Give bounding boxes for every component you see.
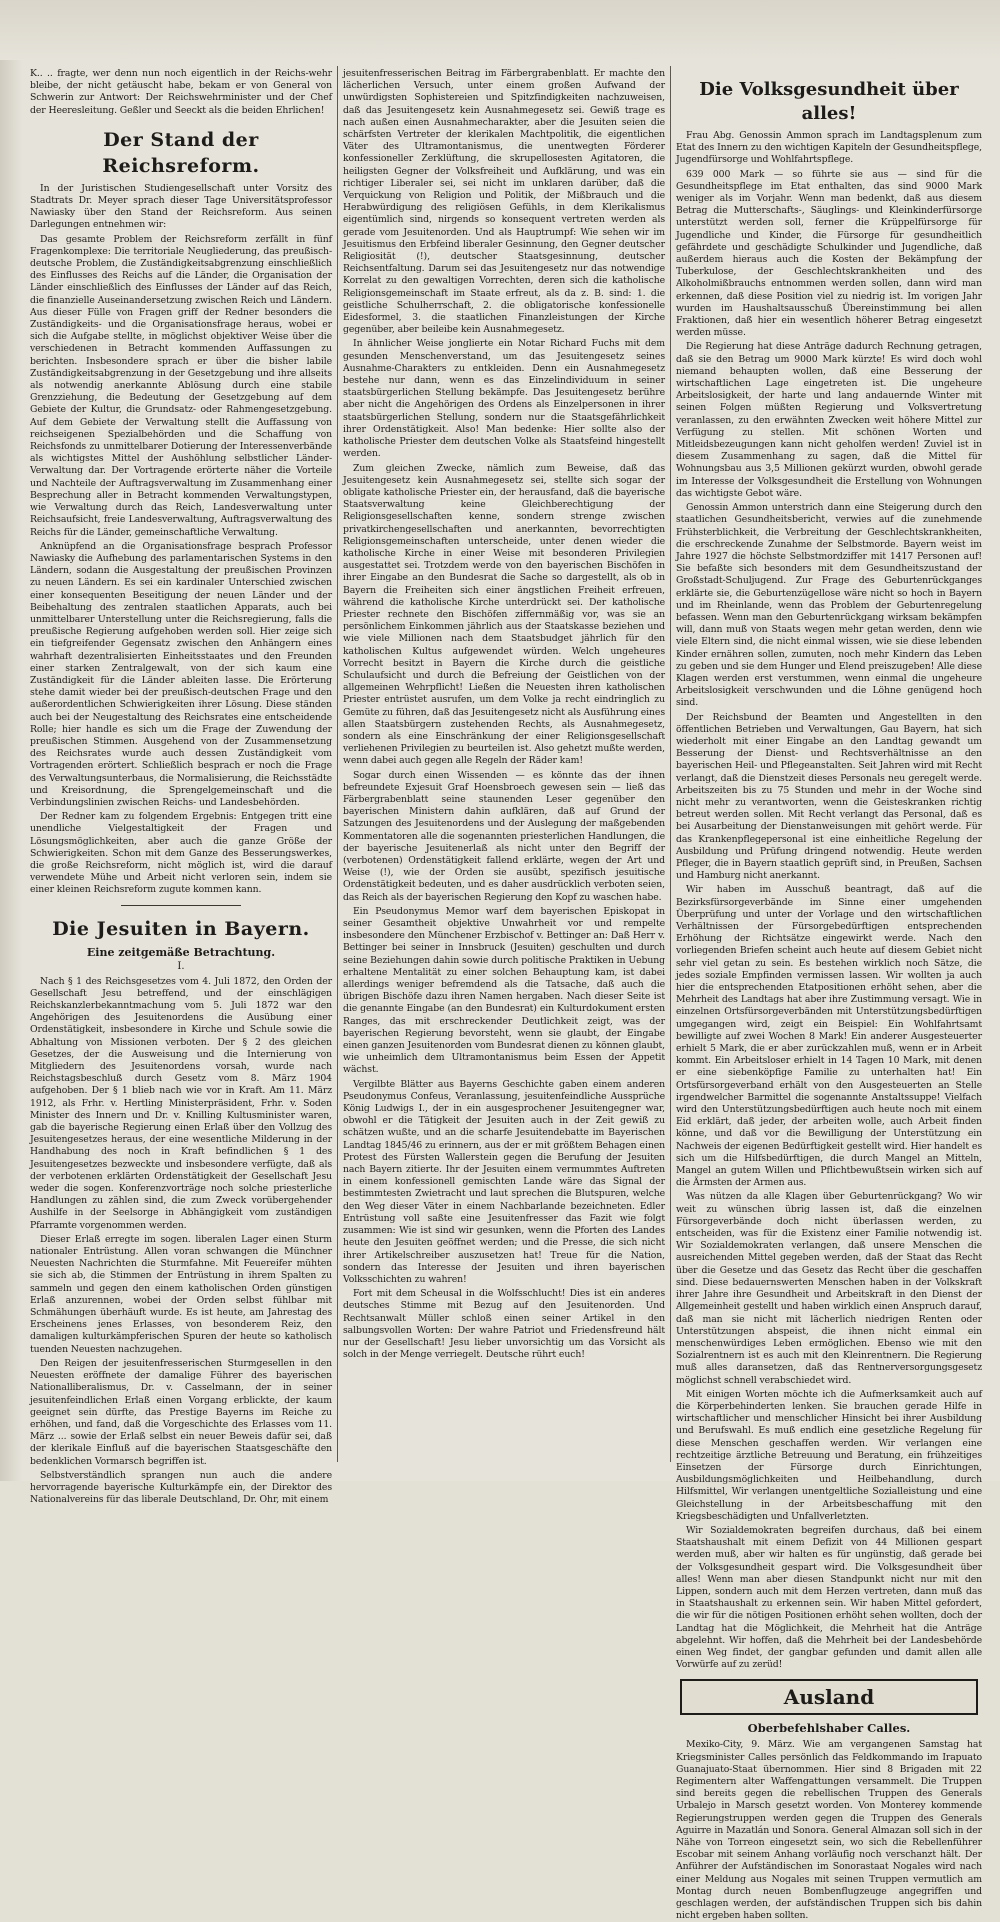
paragraph: Sogar durch einen Wissenden — es könnte das der ihnen befreundete Exjesuit Graf Hoensbroech gewesen sein — ließ das Färbergrabenblatt seine staunenden Leser gegenüber den bayerischen Ministern dahin aufklären, daß auf Grund der Satzungen des Jesuitenordens und der Auslegung der maßgebenden Kommentatoren alle die sogenannten priesterlichen Handlungen, die der bayerische Jesuitenerlaß als nicht unter den Begriff der (verbotenen) Ordenstätigkeit fallend erklärte, wegen der Art und Weise (!), wie der Orden sie ausübt, spezifisch jesuitische Ordenstätigkeit bedeuten, und es daher ausdrücklich verboten seien, das Reich als der bayerischen Regierung den Kopf zu waschen habe. [343,769,665,903]
column-3 [676,68,982,1922]
column-1 [30,68,332,1506]
paragraph: Wir haben im Ausschuß beantragt, daß auf die Bezirksfürsorgeverbände im Sinne einer umgehenden Überprüfung und unter der Vorlage und den wirtschaftlichen Verhältnissen der Fürsorgebedürftigen entsprechenden Erhöhung der Richtsätze eingewirkt werde. Nach den vorliegenden Briefen scheint auch heute auf diesem Gebiet nicht sehr viel getan zu sein. Es bestehen wirklich noch Sätze, die jedes soziale Empfinden vermissen lassen. Wir wollten ja auch hier die entsprechenden Etatpositionen erhöht sehen, aber die Mehrheit des Landtags hat aber ihre Zustimmung versagt. Wie in einzelnen Ortsfürsorgeverbänden mit Unterstützungsbedürftigen umgegangen wird, zeigt ein Beispiel: Ein Wohlfahrtsamt bewilligte auf zwei Wochen 8 Mark! Ein anderer Ausgesteuerter erhielt 5 Mark, die er aber zurückzahlen muß, wenn er in Arbeit kommt. Ein Arbeitsloser erhielt in 14 Tagen 10 Mark, mit denen er eine siebenköpfige Familie zu unterhalten hat! Ein Ortsfürsorgeverband erhält von den Ausgesteuerten an Stelle irgendwelcher Barmittel die sogenannte Anstaltssuppe! Vielfach wird den Unterstützungsbedürftigen auch heute noch mit einem Eid erklärt, daß jeder, der arbeiten wolle, auch Arbeit finden könne, und daß vor die Bewilligung der Unterstützung ein Nachweis der eigenen Bedürftigkeit gestellt wird. Hier handelt es sich um die Hilfsbedürftigen, die durch Mangel an Mitteln, Mangel an gutem Willen und Pflichtbewußtsein wirken sich auf die Ärmsten der Armen aus. [676,884,982,1189]
paragraph: Vergilbte Blätter aus Bayerns Geschichte gaben einem anderen Pseudonymus Confeus, Veranlassung, jesuitenfeindliche Aussprüche König Ludwigs I., der in ein ausgesprochener Jesuitengegner war, obwohl er die Tätigkeit der Jesuiten auch in der Zeit gewiß zu schätzen wußte, und an die scharfe Jesuitendebatte im Bayerischen Landtag 1845/46 zu erinnern, aus der er mit größtem Behagen einen Protest des Fürsten Wallerstein gegen die Berufung der Jesuiten nach Bayern zitierte. Ihr der Jesuiten einem vermummtes Auftreten in einem konfessionell gemischten Lande wäre das Signal der bestimmtesten Zwietracht und laut sprechen die Blutspuren, welche den Weg dieser Väter in einem Nachbarlande bezeichneten. Edler Entrüstung voll saßte eine Jesuitenfresser das Fazit wie folgt zusammen: Wie ist sind wir gesunken, wenn die Pforten des Landes heute den Jesuiten geöffnet werden; und die Presse, die sich nicht ihrer Artikelschreiber auszusetzen hat! Treue für die Nation, sondern das Interesse der Jesuiten und ihren bayerischen Volksschichten zu wahren! [343,1078,665,1285]
article-jesuiten-continued [343,68,665,1361]
paragraph: Mexiko-City, 9. März. Wie am vergangenen Samstag hat Kriegsminister Calles persönlich das Feldkommando im Irapuato Guanajuato-Staat übernommen. Hier sind 8 Brigaden mit 22 Regimentern alter Waffengattungen versammelt. Die Truppen sind bereits gegen die rebellischen Truppen des Generals Urbalejo in Marsch gesetzt worden. Von Monterey kommende Regierungstruppen werden gegen die Truppen des Generals Aguirre in Mazatlán und Sonora. General Almazan soll sich in der Nähe von Torreon eingesetzt sein, wo sich die Rebellenführer Escobar mit seinem Anhang vorläufig noch verschanzt hält. Der Anführer der Aufständischen im Sonorastaat Nogales wird nach einer Meldung aus Nogales mit seinen Truppen vermutlich am Montag durch neuen Bombenflugzeuge angegriffen und geschlagen werden, der aufständischen Truppen sich bis dahin nicht ergeben haben sollten. [676,1739,982,1922]
paragraph: Der Redner kam zu folgendem Ergebnis: Entgegen tritt eine unendliche Vielgestaltigkeit der Fragen und Lösungsmöglichkeiten, aber auch die ganze Größe der Schwierigkeiten. Schon mit dem Ganze des Besserungswerkes, die große Reichsreform, nicht möglich ist, wird die darauf verwendete Mühe und Arbeit nicht verloren sein, indem sie einer kleinen Reichsreform zugute kommen kann. [30,811,332,896]
article-jesuiten [30,976,332,1507]
column-2 [343,68,665,1458]
section-header-ausland: Ausland [680,1679,978,1715]
headline-volksgesundheit: Die Volksgesundheit über alles! [699,79,959,124]
paragraph: Ein Pseudonymus Memor warf dem bayerischen Episkopat in seiner Gesamtheit objektive Unwahrheit vor und rempelte insbesondere den Münchener Erzbischof v. Bettinger an: Daß Herr v. Bettinger bei seiner in Innsbruck (Jesuiten) geschulten und durch seine Beziehungen dahin sowie durch politische Praktiken in Uebung erhaltene Mentalität zu einer solchen Behauptung kam, ist dabei allerdings weniger befremdend als die Tatsache, daß auch die übrigen Bischöfe dazu ihren Namen hergaben. Nach dieser Seite ist die genannte Eingabe (an den Bundesrat) ein Kulturdokument ersten Ranges, das mit erschreckender Deutlichkeit zeigt, was der bayerischen Regierung bevorsteht, wenn sie glaubt, der Eingabe einen ganzen Jesuitenorden vom Bundesrat dienen zu können glaubt, wie unheimlich dem Ultramontanismus beim Essen der Appetit wächst. [343,905,665,1076]
headline-jesuiten: Die Jesuiten in Bayern. [52,917,310,940]
page-edge-shadow [0,0,22,1481]
article-reichsreform [30,183,332,897]
section-number: I. [177,960,185,972]
headline-reichsreform: Der Stand der Reichsreform. [102,128,260,177]
headline-calles: Oberbefehlshaber Calles. [747,1721,911,1736]
paragraph: 639 000 Mark — so führte sie aus — sind für die Gesundheitspflege im Etat enthalten, das sind 9000 Mark weniger als im Vorjahr. Wenn man bedenkt, daß aus diesem Betrag die Mutterschafts-, Säuglings- und Kleinkinderfürsorge unterstützt werden soll, ferner die Krüppelfürsorge für Jugendliche und Kinder, die Fürsorge für gesundheitlich gefährdete und geschädigte Schulkinder und Jugendliche, daß außerdem hieraus auch die Kosten der Bekämpfung der Tuberkulose, der Geschlechtskrankheiten und des Alkoholmißbrauchs entnommen werden sollen, dann wird man erkennen, daß diese Position viel zu niedrig ist. Im vorigen Jahr wurden im Haushaltsausschuß Übereinstimmung bei allen Fraktionen, daß hier ein wesentlich höherer Betrag eingesetzt werden müsse. [676,168,982,339]
paragraph: Wir Sozialdemokraten begreifen durchaus, daß bei einem Staatshaushalt mit einem Defizit von 44 Millionen gespart werden muß, aber wir halten es für ungünstig, daß gerade bei der Volksgesundheit gespart wird. Die Volksgesundheit über alles! Wenn man aber diesen Standpunkt nicht nur mit den Lippen, sondern auch mit dem Herzen vertreten, dann muß das in Staatshaushalt zu erkennen sein. Wir haben Mittel gefordert, die wir für die nötigen Positionen erhöht sehen wollten, doch der Landtag hat die Möglichkeit, die Mehrheit hat die Anträge abgelehnt. Wir hoffen, daß die Mehrheit bei der Landesbehörde einen Weg findet, der gangbar gefunden und damit allen alle Vorwürfe auf zu zerüd! [676,1524,982,1671]
paragraph: Die Regierung hat diese Anträge dadurch Rechnung getragen, daß sie den Betrag um 9000 Mark kürzte! Es wird doch wohl niemand behaupten wollen, daß eine Besserung der wirtschaftlichen Lage eingetreten ist. Die ungeheure Arbeitslosigkeit, der harte und lang andauernde Winter mit seinen Folgen müßten Regierung und Volksvertretung veranlassen, zu den erwähnten Zwecken weit höhere Mittel zur Verfügung zu stellen. Mit schönen Worten und Mitleidsbezeugungen kann nicht geholfen werden! Zuviel ist in diesem Zusammenhang zu sagen, daß die Mittel für Wohnungsbau aus 3,5 Millionen gekürzt wurden, obwohl gerade im Interesse der Volksgesundheit die Erstellung von Wohnungen das wichtigste Gebot wäre. [676,341,982,499]
paragraph: Frau Abg. Genossin Ammon sprach im Landtagsplenum zum Etat des Innern zu den wichtigen Kapiteln der Gesundheitspflege, Jugendfürsorge und Wohlfahrtspflege. [676,130,982,166]
intro-paragraph: K.. .. fragte, wer denn nun noch eigentlich in der Reichs-wehr bleibe, der nicht getäuscht habe, bekam er von General von Schwerin zur Antwort: Der Reichswehrminister und der Chef der Heeresleitung. Geßler und Seeckt als die beiden Ehrlichen! [30,68,332,116]
paragraph: Zum gleichen Zwecke, nämlich zum Beweise, daß das Jesuitengesetz kein Ausnahmegesetz sei, stellte sich sogar der obligate katholische Priester ein, der herausfand, daß die bayerische Staatsverwaltung keine Gleichberechtigung der Religionsgesellschaften kenne, sondern strenge zwischen privatkirchengesellschaften und anerkannten, bevorrechtigten Religionsgemeinschaften unterscheide, unter denen wieder die katholische Kirche in einer Weise mit besonderen Privilegien ausgestattet sei. Trotzdem werde von den bayerischen Bischöfen in ihrer Eingabe an den Bundesrat die Sache so dargestellt, als ob in Bayern die Freiheiten sich einer ängstlichen Freiheit erfreuen, während die katholische Kirche unterdrückt sei. Der katholische Priester rechnete den Bischöfen ziffernmäßig vor, was sie an persönlichem Einkommen jährlich aus der Staatskasse beziehen und wie viele Millionen nach dem Staatsbudget jährlich für den katholischen Kultus aufgewendet würden. Welch ungeheures Vorrecht besitzt in Bayern die Kirche durch die geistliche Schulaufsicht und durch die Befreiung der Geistlichen von der allgemeinen Wehrpflicht! Ließen die Neuesten ihren katholischen Priester entrüstet ausrufen, um dem Volke ja recht eindringlich zu Gemüte zu führen, daß das Jesuitengesetz nicht als Ausführung eines allen Staatsbürgern zustehenden Rechts, als Ausnahmegesetz, sondern als eine Einschränkung der einer Religionsgesellschaft verliehenen Privilegien zu beurteilen ist. Also gehetzt mußte werden, wenn dabei auch gegen alle Regeln der Räder kam! [343,462,665,767]
paragraph: Nach § 1 des Reichsgesetzes vom 4. Juli 1872, den Orden der Gesellschaft Jesu betreffend, und der einschlägigen Reichskanzlerbekanntmachung vom 5. Juli 1872 war den Angehörigen des Jesuitenordens die Ausübung einer Ordenstätigkeit, insbesondere in Kirche und Schule sowie die Abhaltung von Missionen verboten. Der § 2 des gleichen Gesetzes, der die Ausweisung und die Internierung von Mitgliedern des Jesuitenordens vorsah, wurde nach Reichstagsbeschluß durch Gesetz vom 8. März 1904 aufgehoben. Der § 1 blieb nach wie vor in Kraft. Am 11. März 1912, als Frhr. v. Hertling Ministerpräsident, Frhr. v. Soden Minister des Innern und Dr. v. Knilling Kultusminister waren, gab die bayerische Regierung einen Erlaß über den Vollzug des Jesuitengesetzes heraus, der eine wesentliche Milderung in der Handhabung des noch in Kraft befindlichen § 1 des Jesuitengesetzes bezweckte und insbesondere verfügte, daß als der verbotenen erklärten Ordenstätigkeit der Gesellschaft Jesu weder die sogen. Konferenzvorträge noch solche priesterliche Handlungen zu zählen sind, die zum Zweck vorübergehender Aushilfe in der Seelsorge in Abhängigkeit vom zuständigen Pfarramte vorgenommen werden. [30,975,332,1231]
top-band [0,0,1000,60]
paragraph: Anknüpfend an die Organisationsfrage besprach Professor Nawiasky die Aufhebung des parlamentarischen Systems in den Ländern, sodann die Ausgestaltung der preußischen Provinzen zu neuen Ländern. Es sei ein kardinaler Unterschied zwischen einer konsequenten Beseitigung der neuen Länder und der Beibehaltung des zentralen staatlichen Apparats, auch bei unmittelbarer Unterstellung unter die Reichsregierung, falls die preußische Regierung aufgehoben werden soll. Hier zeige sich ein tiefgreifender Gegensatz zwischen den Anhängern eines wahrhaft dezentralisierten Einheitsstaates und den Freunden einer starken Zentralgewalt, von der sich kaum eine Zuständigkeit für die Länder ableiten lasse. Die Erörterung stehe damit wieder bei der preußisch-deutschen Frage und den außerordentlichen Schwierigkeiten ihrer Lösung. Diese ständen auch bei der Neugestaltung des Reichsrates eine entscheidende Rolle; hier handle es sich um die Frage der Zuwendung der preußischen Stimmen. Ausgehend von der Zusammensetzung des Reichsrates wurde auch dessen Zuständigkeit vom Vortragenden erörtert. Schließlich besprach er noch die Frage des Verwaltungsunterbaus, die Normalisierung, die Reichsstädte und Kreisordnung, die Sprengelgemeinschaft und die Verbindungslinien zwischen Reichs- und Landesbehörden. [30,540,332,808]
paragraph: Den Reigen der jesuitenfresserischen Sturmgesellen in den Neuesten eröffnete der damalige Führer des bayerischen Nationalliberalismus, Dr. v. Casselmann, der in seiner jesuitenfeindlichen Erlaß einen Vorgang erblickte, der kaum geeignet sein dürfte, das Prestige Bayerns im Reiche zu erhöhen, und fand, daß die Vorgeschichte des Erlasses vom 11. März ... sowie der Erlaß selbst ein neuer Beweis dafür sei, daß der klerikale Einfluß auf die bayerischen Staatsgeschäfte den bedenklichen Vormarsch begriffen ist. [30,1357,332,1467]
article-volksgesundheit [676,130,982,1671]
subheadline-jesuiten: Eine zeitgemäße Betrachtung. [86,945,276,959]
paragraph: In ähnlicher Weise jonglierte ein Notar Richard Fuchs mit dem gesunden Menschenverstand, um das Jesuitengesetz seines Ausnahme-Charakters zu entkleiden. Denn ein Ausnahmegesetz bestehe nur dann, wenn es das Einzelindividuum in seiner staatsbürgerlichen Stellung bekämpfe. Das Jesuitengesetz berühre aber nicht die Angehörigen des Ordens als Einzelpersonen in ihrer staatsbürgerlichen Stellung, sondern nur die Staatsgefährlichkeit ihrer Ordenstätigkeit. Also! Man bedenke: Hier sollte also der katholische Priester dem deutschen Volke als Staatsfeind hingestellt werden. [343,338,665,460]
paragraph: Mit einigen Worten möchte ich die Aufmerksamkeit auch auf die Körperbehinderten lenken. Sie brauchen gerade Hilfe in wirtschaftlicher und menschlicher Hinsicht bei ihrer Ausbildung und Berufswahl. Es muß endlich eine gesetzliche Regelung für diese Menschen geschaffen werden. Wir verlangen eine rechtzeitige ärztliche Betreuung und Beratung, ein frühzeitiges Einsetzen der Fürsorge durch Einrichtungen, Ausbildungsmöglichkeiten und Heilbehandlung, durch Hilfsmittel, Wir verlangen unentgeltliche Sozialleistung und eine Gleichstellung in der Arbeitsbeschaffung mit den Kriegsbeschädigten und Unfallverletzten. [676,1388,982,1522]
paragraph: Selbstverständlich sprangen nun auch die andere hervorragende bayerische Kulturkämpfe ein, der Direktor des Nationalvereins für das liberale Deutschland, Dr. Ohr, mit einem [30,1469,332,1506]
paragraph: In der Juristischen Studiengesellschaft unter Vorsitz des Stadtrats Dr. Meyer sprach dieser Tage Universitätsprofessor Nawiasky über den Stand der Reichsreform. Aus seinen Darlegungen entnehmen wir: [30,182,332,231]
paragraph: Genossin Ammon unterstrich dann eine Steigerung durch den staatlichen Gesundheitsbericht, verwies auf die zunehmende Frühsterblichkeit, die Verbreitung der Geschlechtskrankheiten, die erschreckende Zunahme der Selbstmorde. Bayern weist im Jahre 1927 die höchste Selbstmordziffer mit 1417 Personen auf! Sie befaßte sich besonders mit dem Gesundheitszustand der Großstadt-Schuljugend. Zur Frage des Geburtenrückganges erklärte sie, die Geburtenzügellose wäre nicht so hoch in Bayern und im Rheinlande, wenn das Problem der Geburtenregelung befassen. Wenn man den Geburtenrückgang wirksam bekämpfen will, dann muß von Staats wegen mehr getan werden, denn wie viele Eltern sind, die nicht einmal wissen, wie sie diese lebenden Kinder ernähren sollen, zumuten, noch mehr Kindern das Leben zu geben und sie dem Hunger und Elend preiszugeben! Alle diese Klagen werden erst verstummen, wenn einmal die ungeheure Arbeitslosigkeit verschwunden und die Löhne genügend hoch sind. [676,502,982,709]
column-rule-2 [670,66,671,1462]
paragraph: Der Reichsbund der Beamten und Angestellten in den öffentlichen Betrieben und Verwaltungen, Gau Bayern, hat sich wiederholt mit einer Eingabe an den Landtag gewandt um Besserung der Dienst- und Rechtsverhältnisse an den bayerischen Heil- und Pflegeanstalten. Seit Jahren wird mit Recht verlangt, daß die Dienstzeit dieses Personals neu geregelt werde. Arbeitszeiten bis zu 75 Stunden und mehr in der Woche sind nicht mehr zu verantworten, wenn die Geisteskranken richtig betreut werden sollen. Mit Recht verlangt das Personal, daß es bei Ausarbeitung der Dienstanweisungen mit gehört werde. Für das Krankenpflegepersonal ist eine einheitliche Regelung der Ausbildung und Prüfung dringend notwendig. Heute werden Pfleger, die in Bayern staatlich geprüft sind, in Preußen, Sachsen und Hamburg nicht anerkannt. [676,711,982,882]
paragraph: Dieser Erlaß erregte im sogen. liberalen Lager einen Sturm nationaler Entrüstung. Allen voran schwangen die Münchner Neuesten Nachrichten die Sturmfahne. Mit Feuereifer mühten sie sich ab, die Stimmen der Entrüstung in ihrem Spalten zu sammeln und gegen den einem katholischen Orden günstigen Erlaß anzurennen, wobei der Orden selbst fühlbar mit Schmähungen überhäuft wurde. Es ist heute, am Jahrestag des Erscheinens jenes Erlasses, von besonderem Reiz, den damaligen kulturkämpferischen Spuren der heute so katholisch tuenden Neuesten nachzugehen. [30,1233,332,1355]
separator [121,905,242,906]
paragraph: Das gesamte Problem der Reichsreform zerfällt in fünf Fragenkomplexe: Die territoriale Neugliederung, das preußisch-deutsche Problem, die Zuständigkeitsabgrenzung einschließlich des Einflusses des Reichs auf die Länder, die Organisation der Länder einschließlich des Einflusses der Länder auf das Reich, die finanzielle Auseinandersetzung zwischen Reich und Ländern. Aus dieser Fülle von Fragen griff der Redner besonders die Zuständigkeits- und die Organisationsfrage heraus, wobei er sich die Aufgabe stellte, in möglichst objektiver Weise über die verschiedenen in Betracht kommenden Auffassungen zu berichten. Insbesondere sprach er über die bisher labile Zuständigkeitsabgrenzung in der Gesetzgebung und ihre allseits als notwendig anerkannte Ablösung durch eine stabile Grenzziehung, die Bedeutung der Gesetzgebung auf dem Gebiete der Kultur, die Grundsatz- oder Rahmengesetzgebung. Auf dem Gebiete der Verwaltung stellt die Auffassung von reichseigenen Spezialbehörden und die Schaffung von Reichsfonds zu unmittelbarer Dotierung der Interessenverbände als wichtigstes Mittel der Aushöhlung selbstlicher Länder-Verwaltung dar. Der Vortragende erörterte näher die Vorteile und Nachteile der Auftragsverwaltung im Zusammenhang einer Besprechung aller in Betracht kommenden Verwaltungstypen, wie Verwaltung durch das Reich, Landesverwaltung unter Reichsaufsicht, freie Landesverwaltung, Auftragsverwaltung des Reichs für die Länder, gemeinschaftliche Verwaltung. [30,233,332,538]
article-calles [676,1739,982,1922]
paragraph: Fort mit dem Scheusal in die Wolfsschlucht! Dies ist ein anderes deutsches Stimme mit Bezug auf den Jesuitenorden. Und Rechtsanwalt Müller schloß einen seiner Artikel in den salbungsvollen Worten: Der wahre Patriot und Friedensfreund hält nur der Gesellschaft! Jesu lieber unvorsichtig um das Vorsicht als solch in der Menge verriegelt. Deutsche rührt euch! [343,1288,665,1361]
paragraph: Was nützen da alle Klagen über Geburtenrückgang? Wo wir weit zu wünschen übrig lassen ist, daß die einzelnen Fürsorgeverbände doch nicht überlassen werden, zu entscheiden, was für die Existenz einer Familie notwendig ist. Wir Sozialdemokraten verlangen, daß unsere Menschen die ausreichenden Mittel gegeben werden, daß der Staat das Recht über die Gesetze und das Gesetz das Recht über die geschaffen sind. Diese bedauernswerten Menschen haben in der Volkskraft ihrer Jahre ihre Gesundheit und Arbeitskraft in den Dienst der Allgemeinheit gestellt und haben wirklich einen Anspruch darauf, daß man sie nicht mit lächerlich niedrigen Renten oder Unterstützungen abspeist, die ihnen nicht einmal ein menschenwürdiges Leben ermöglichen. Ebenso wie mit den Sozialrentnern ist es auch mit den Kleinrentnern. Die Regierung muß alles daransetzen, daß das Rentnerversorgungsgesetz möglichst schnell verabschiedet wird. [676,1191,982,1386]
paragraph: jesuitenfresserischen Beitrag im Färbergrabenblatt. Er machte den lächerlichen Versuch, unter einem großen Aufwand der unwürdigsten Sophistereien und Spitzfindigkeiten nachzuweisen, daß das Jesuitengesetz kein Ausnahmegesetz sei. Gewiß trage es nach außen einen Ausnahmecharakter, aber die Jesuiten seien die schärfsten Vertreter der klerikalen Machtpolitik, die eigentlichen Väter des Ultramontanismus, die unentwegten Förderer konfessioneller Zerklüftung, die skrupellosesten Agitatoren, die heiligsten Gegner der Volksfreiheit und Aufklärung, und was ein richtiger Liberaler sei, sei nicht im unklaren darüber, daß die Verquickung von Religion und Politik, der Mißbrauch und die Herabwürdigung des religiösen Gefühls, in dem Klerikalismus eigentümlich sind, nirgends so konsequent vertreten werden als gerade vom Jesuitenorden. Und als Hauptrumpf: Wie sehen wir im Jesuitismus den Erbfeind liberaler Gesinnung, den Gegner deutscher Religiosität (!), deutscher Staatsgesinnung, deutscher Reichsentfaltung. Darum sei das Jesuitengesetz nur das notwendige Korrelat zu den gewaltigen Vorrechten, deren sich die katholische Religionsgemeinschaft im Staate erfreut, als da z. B. sind: 1. die geistliche Schulherrschaft, 2. die obligatorische konfessionelle Eidesformel, 3. die staatlichen Finanzleistungen der Kirche gegenüber, aber beileibe kein Ausnahmegesetz. [343,68,665,336]
column-rule-1 [337,66,338,1462]
